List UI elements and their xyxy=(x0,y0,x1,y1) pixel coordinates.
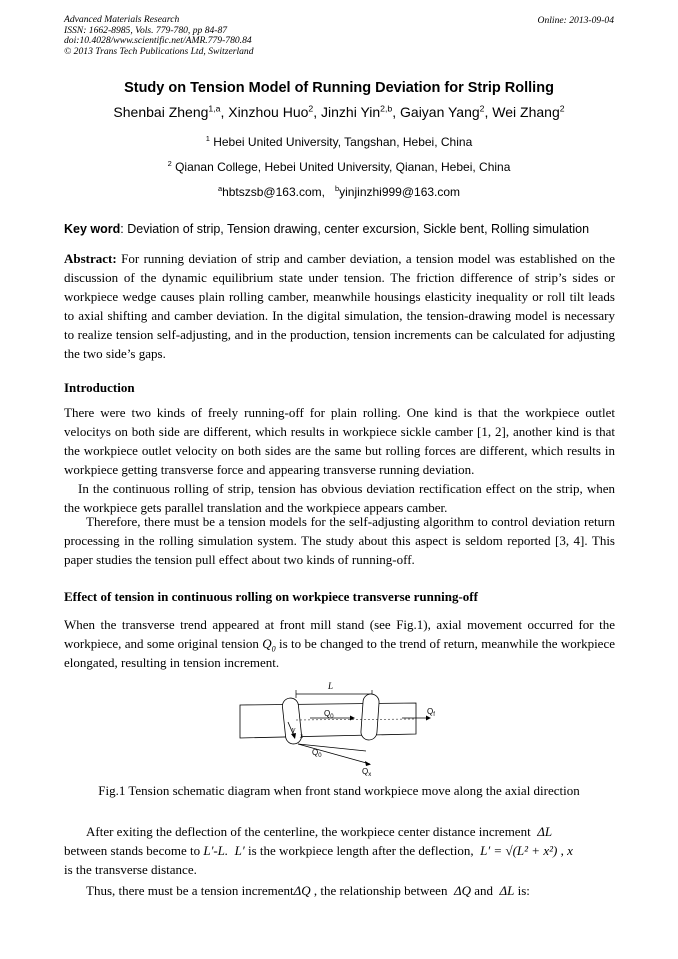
keyword-label: Key word xyxy=(64,222,121,236)
symbol-delta-l: ΔL xyxy=(499,883,515,898)
journal-header xyxy=(64,15,254,57)
post-figure-line-3: is the transverse distance. xyxy=(64,862,197,877)
author-separator: , xyxy=(392,104,401,120)
qx-line xyxy=(298,744,370,764)
symbol-delta-q: ΔQ xyxy=(453,883,471,898)
paper-title: Study on Tension Model of Running Deviation for Strip Rolling xyxy=(124,80,554,96)
affiliation-2 xyxy=(0,160,678,174)
expression-l-prime-minus-l: L'-L. xyxy=(203,843,229,858)
email-mark: b xyxy=(335,184,340,193)
label-q0-bottom: $Q_0$ xyxy=(312,748,322,759)
copyright-line: © 2013 Trans Tech Publications Ltd, Switzerland xyxy=(64,45,254,57)
email-mark: a xyxy=(217,184,223,193)
author-separator: , xyxy=(220,104,229,120)
author-name: Shenbai Zheng xyxy=(113,104,209,120)
author-affil-mark: 2 xyxy=(479,103,485,114)
intro-paragraph-1: There were two kinds of freely running-off for plain rolling. One kind is that the workpiece outlet velocitys on both side are different, which results in workpiece sickle camber [1, 2], another kind is that the workpiece outlet velocity on both sides are the same but rolling forces are different, which results in workpiece getting transverse force and appearing transverse running deviation. xyxy=(64,405,615,477)
qx-arrow-head xyxy=(365,761,371,766)
abstract-text: For running deviation of strip and camber deviation, a tension model was established on the discussion of the dynamic equilibrium state under tension. The friction difference of strip’s sides or workpiece wedge causes plain rolling camber, meanwhile housings elasticity inequality or roll tilt leads to axial shifting and camber deviation. In the digital simulation, the tension-drawing model is necessary to realize tension self-adjusting, and in the production, tension increments can be calculated for adjusting the two side’s gaps. xyxy=(64,251,615,361)
text-segment: Thus, there must be a tension increment xyxy=(86,883,294,898)
intro-paragraph-2-text: In the continuous rolling of strip, tension has obvious deviation rectification effect on the strip, when the workpiece gets parallel translation and the workpiece appears camber. xyxy=(64,481,615,515)
text-segment: and xyxy=(470,883,497,898)
abstract xyxy=(64,249,615,363)
intro-paragraph-3-text: Therefore, there must be a tension models for the self-adjusting algorithm to control deviation return processing in the rolling simulation system. The study about this aspect is seldom reported [3, 4]. This paper studies the tension pull effect about two kinds of running-off. xyxy=(64,514,615,567)
label-gamma: γ xyxy=(292,725,296,734)
label-l: L xyxy=(328,681,334,691)
intro-paragraph-3 xyxy=(64,512,615,569)
equation-l-prime: L′ = √(L² + x²) xyxy=(480,843,558,858)
issn-line: ISSN: 1662-8985, Vols. 779-780, pp 84-87 xyxy=(64,24,228,36)
section2-paragraph xyxy=(64,615,615,672)
text-segment: is: xyxy=(514,883,530,898)
symbol-delta-q: ΔQ xyxy=(293,883,311,898)
symbol-x: x xyxy=(567,843,573,858)
email-a[interactable]: hbtszsb@163.com, xyxy=(222,185,325,199)
post-figure-line-2 xyxy=(64,841,615,860)
symbol-q: Q xyxy=(262,636,272,651)
symbol-delta-l: ΔL xyxy=(537,824,553,839)
text-segment: , xyxy=(557,843,568,858)
text-segment: After exiting the deflection of the centerline, the workpiece center distance increment xyxy=(86,824,534,839)
label-q0-top: $Q_0$ xyxy=(324,709,334,720)
journal-name: Advanced Materials Research xyxy=(64,14,180,25)
author-name: Jinzhi Yin xyxy=(321,104,381,120)
author-separator: , xyxy=(484,104,493,120)
author-separator: , xyxy=(313,104,322,120)
section-heading-introduction: Introduction xyxy=(64,380,135,395)
section2-text-a: When the transverse trend appeared at front mill stand (see Fig.1), axial movement occurred for the workpiece, and some original tension xyxy=(64,617,615,651)
symbol-q0 xyxy=(262,636,276,654)
keyword-text: : Deviation of strip, Tension drawing, center excursion, Sickle bent, Rolling simulation xyxy=(120,222,590,236)
section2-text-b: is to be changed to the trend of return, meanwhile the workpiece elongated, resulting in tension increment. xyxy=(64,636,615,670)
author-affil-mark: 2 xyxy=(308,103,314,114)
author-affil-mark: 2,b xyxy=(380,103,393,114)
symbol-q-sub: 0 xyxy=(271,644,276,654)
figure-1-diagram xyxy=(232,676,444,780)
post-figure-line-4 xyxy=(64,881,615,900)
author-name: Gaiyan Yang xyxy=(400,104,480,120)
affil-text: Hebei United University, Tangshan, Hebei, China xyxy=(209,135,473,149)
keywords xyxy=(64,222,616,236)
label-qf: $Q_f$ xyxy=(427,707,435,718)
abstract-label: Abstract: xyxy=(64,251,117,266)
author-affil-mark: 1,a xyxy=(208,103,221,114)
author-list xyxy=(0,104,678,120)
email-line xyxy=(0,185,678,199)
affil-mark: 1 xyxy=(205,134,210,143)
doi-line[interactable]: doi:10.4028/www.scientific.net/AMR.779-780.84 xyxy=(64,35,252,46)
author-name: Xinzhou Huo xyxy=(228,104,309,120)
author-affil-mark: 2 xyxy=(559,103,565,114)
post-figure-paragraph xyxy=(64,822,615,900)
affil-text: Qianan College, Hebei United University, Qianan, Hebei, China xyxy=(171,160,511,174)
affiliation-1 xyxy=(0,135,678,149)
centerline xyxy=(296,719,416,720)
qf-arrow-head xyxy=(426,716,431,721)
section-heading-effect-of-tension: Effect of tension in continuous rolling on workpiece transverse running-off xyxy=(64,589,478,604)
text-segment: between stands become to xyxy=(64,843,204,858)
label-qx: $Q_x$ xyxy=(362,767,372,778)
affil-mark: 2 xyxy=(167,159,172,168)
email-b[interactable]: yinjinzhi999@163.com xyxy=(339,185,461,199)
text-segment: is the workpiece length after the deflection, xyxy=(244,843,477,858)
figure-1-caption: Fig.1 Tension schematic diagram when front stand workpiece move along the axial direction xyxy=(98,783,580,798)
q0-lower-line xyxy=(298,744,366,751)
online-date: Online: 2013-09-04 xyxy=(537,15,614,26)
author-name: Wei Zhang xyxy=(492,104,560,120)
text-segment: , the relationship between xyxy=(310,883,451,898)
label-x: x xyxy=(300,732,304,740)
right-roll xyxy=(360,693,379,740)
post-figure-line-1 xyxy=(64,822,615,841)
symbol-l-prime: L′ xyxy=(234,843,245,858)
